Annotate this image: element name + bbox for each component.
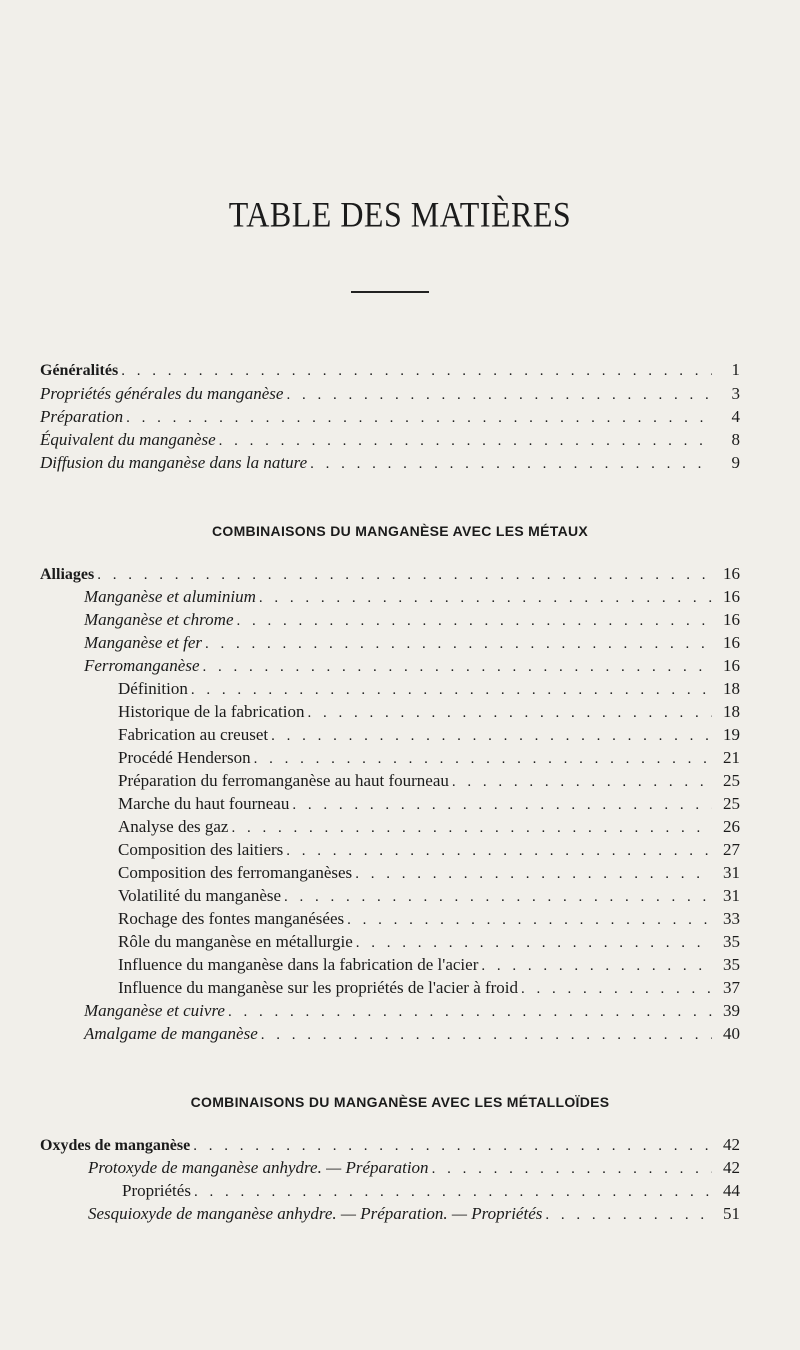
dot-leader bbox=[231, 820, 712, 837]
toc-entry-label: Diffusion du manganèse dans la nature bbox=[40, 453, 308, 472]
dot-leader bbox=[286, 843, 712, 860]
toc-page-number: 31 bbox=[723, 863, 740, 882]
toc-entry-influence-proprietes[interactable] bbox=[118, 978, 740, 1002]
dot-leader bbox=[237, 613, 713, 630]
toc-entry-label: Propriétés générales du manganèse bbox=[40, 384, 284, 403]
toc-entry-henderson[interactable] bbox=[118, 748, 740, 772]
toc-entry-label: Composition des ferromanganèses bbox=[118, 863, 353, 882]
toc-entry-sesquioxyde[interactable] bbox=[88, 1204, 740, 1228]
dot-leader bbox=[194, 1184, 712, 1201]
toc-page-number: 9 bbox=[731, 453, 740, 472]
toc-entry-preparation[interactable] bbox=[40, 407, 740, 431]
toc-page-number: 16 bbox=[723, 587, 740, 606]
toc-entry-label: Préparation bbox=[40, 407, 124, 426]
toc-entry-label: Manganèse et fer bbox=[84, 633, 203, 652]
toc-entry-label: Influence du manganèse dans la fabrication de l'acier bbox=[118, 955, 479, 974]
dot-leader bbox=[254, 751, 712, 768]
dot-leader bbox=[521, 981, 712, 998]
toc-page-number: 18 bbox=[723, 679, 740, 698]
dot-leader bbox=[193, 1138, 712, 1155]
dot-leader bbox=[286, 387, 712, 404]
dot-leader bbox=[203, 659, 712, 676]
toc-entry-label: Ferromanganèse bbox=[84, 656, 200, 675]
dot-leader bbox=[356, 935, 712, 952]
toc-entry-label: Propriétés bbox=[122, 1181, 191, 1200]
toc-page-number: 42 bbox=[723, 1135, 740, 1154]
dot-leader bbox=[545, 1207, 712, 1224]
toc-page-number: 16 bbox=[723, 656, 740, 675]
toc-page-number: 19 bbox=[723, 725, 740, 744]
dot-leader bbox=[228, 1004, 712, 1021]
dot-leader bbox=[126, 410, 712, 427]
toc-entry-proprietes-protoxyde[interactable] bbox=[122, 1181, 740, 1205]
dot-leader bbox=[97, 567, 712, 584]
toc-entry-influence-fabrication[interactable] bbox=[118, 955, 740, 979]
toc-entry-fabrication-creuset[interactable] bbox=[118, 725, 740, 749]
dot-leader bbox=[219, 433, 712, 450]
toc-page-number: 25 bbox=[723, 794, 740, 813]
toc-entry-ferromanganese[interactable] bbox=[84, 656, 740, 680]
toc-entry-definition[interactable] bbox=[118, 679, 740, 703]
toc-entry-label: Manganèse et aluminium bbox=[84, 587, 256, 606]
toc-entry-label: Sesquioxyde de manganèse anhydre. — Préparation. — Propriétés bbox=[88, 1204, 543, 1223]
toc-entry-label: Alliages bbox=[40, 566, 95, 583]
toc-entry-equivalent[interactable] bbox=[40, 430, 740, 454]
toc-entry-label: Protoxyde de manganèse anhydre. — Préparation bbox=[88, 1158, 429, 1177]
toc-page-number: 35 bbox=[723, 955, 740, 974]
dot-leader bbox=[205, 636, 712, 653]
toc-entry-label: Marche du haut fourneau bbox=[118, 794, 290, 813]
toc-page-number: 42 bbox=[723, 1158, 740, 1177]
toc-page-number: 51 bbox=[723, 1204, 740, 1223]
toc-entry-historique[interactable] bbox=[118, 702, 740, 726]
dot-leader bbox=[191, 682, 712, 699]
dot-leader bbox=[347, 912, 712, 929]
toc-entry-label: Amalgame de manganèse bbox=[84, 1024, 258, 1043]
toc-entry-alliages[interactable] bbox=[40, 564, 740, 588]
dot-leader bbox=[292, 797, 712, 814]
dot-leader bbox=[261, 1027, 712, 1044]
dot-leader bbox=[452, 774, 712, 791]
toc-page-number: 33 bbox=[723, 909, 740, 928]
toc-entry-role[interactable] bbox=[118, 932, 740, 956]
dot-leader bbox=[284, 889, 712, 906]
toc-entry-chrome[interactable] bbox=[84, 610, 740, 634]
toc-page-number: 4 bbox=[731, 407, 740, 426]
toc-page-number: 21 bbox=[723, 748, 740, 767]
toc-page-number: 35 bbox=[723, 932, 740, 951]
toc-entry-label: Fabrication au creuset bbox=[118, 725, 269, 744]
toc-entry-label: Rôle du manganèse en métallurgie bbox=[118, 932, 353, 951]
toc-entry-label: Volatilité du manganèse bbox=[118, 886, 282, 905]
toc-entry-proprietes-generales[interactable] bbox=[40, 384, 740, 408]
toc-page-number: 37 bbox=[723, 978, 740, 997]
toc-entry-marche[interactable] bbox=[118, 794, 740, 818]
section-heading-metaux: COMBINAISONS DU MANGANÈSE AVEC LES MÉTAUX bbox=[211, 523, 589, 539]
toc-entry-label: Généralités bbox=[40, 362, 119, 379]
toc-page-number: 18 bbox=[723, 702, 740, 721]
toc-entry-label: Préparation du ferromanganèse au haut fourneau bbox=[118, 771, 449, 790]
toc-entry-composition-ferro[interactable] bbox=[118, 863, 740, 887]
toc-entry-rochage[interactable] bbox=[118, 909, 740, 933]
toc-entry-generalites[interactable] bbox=[40, 360, 740, 384]
toc-page-number: 8 bbox=[731, 430, 740, 449]
toc-entry-diffusion[interactable] bbox=[40, 453, 740, 477]
dot-leader bbox=[307, 705, 712, 722]
toc-entry-laitiers[interactable] bbox=[118, 840, 740, 864]
toc-page-number: 16 bbox=[723, 633, 740, 652]
toc-entry-label: Manganèse et cuivre bbox=[84, 1001, 225, 1020]
page-title: TABLE DES MATIÈRES bbox=[228, 193, 572, 235]
dot-leader bbox=[121, 363, 712, 380]
toc-page-number: 44 bbox=[723, 1181, 740, 1200]
toc-page-number: 40 bbox=[723, 1024, 740, 1043]
dot-leader bbox=[432, 1161, 712, 1178]
toc-entry-aluminium[interactable] bbox=[84, 587, 740, 611]
toc-entry-label: Oxydes de manganèse bbox=[40, 1137, 191, 1154]
toc-page-number: 27 bbox=[723, 840, 740, 859]
toc-page-number: 26 bbox=[723, 817, 740, 836]
toc-entry-amalgame[interactable] bbox=[84, 1024, 740, 1048]
toc-entry-volatilite[interactable] bbox=[118, 886, 740, 910]
toc-entry-label: Composition des laitiers bbox=[118, 840, 284, 859]
toc-entry-label: Analyse des gaz bbox=[118, 817, 229, 836]
toc-entry-label: Rochage des fontes manganésées bbox=[118, 909, 345, 928]
section-heading-metalloides: COMBINAISONS DU MANGANÈSE AVEC LES MÉTALLOÏDES bbox=[190, 1094, 610, 1110]
toc-entry-label: Manganèse et chrome bbox=[84, 610, 234, 629]
title-divider bbox=[351, 291, 429, 293]
dot-leader bbox=[355, 866, 712, 883]
toc-page-number: 25 bbox=[723, 771, 740, 790]
toc-entry-label: Équivalent du manganèse bbox=[40, 430, 216, 449]
toc-entry-protoxyde[interactable] bbox=[88, 1158, 740, 1182]
toc-entry-label: Procédé Henderson bbox=[118, 748, 251, 767]
toc-entry-label: Définition bbox=[118, 679, 188, 698]
toc-entry-fer[interactable] bbox=[84, 633, 740, 657]
dot-leader bbox=[310, 456, 712, 473]
toc-entry-label: Historique de la fabrication bbox=[118, 702, 305, 721]
toc-entry-cuivre[interactable] bbox=[84, 1001, 740, 1025]
toc-entry-label: Influence du manganèse sur les propriétés de l'acier à froid bbox=[118, 978, 519, 997]
toc-entry-haut-fourneau[interactable] bbox=[118, 771, 740, 795]
toc-page-number: 16 bbox=[723, 610, 740, 629]
toc-page-number: 16 bbox=[723, 564, 740, 583]
toc-entry-oxydes[interactable] bbox=[40, 1135, 740, 1159]
toc-page-number: 3 bbox=[731, 384, 740, 403]
toc-page-number: 31 bbox=[723, 886, 740, 905]
dot-leader bbox=[481, 958, 712, 975]
toc-entry-analyse-gaz[interactable] bbox=[118, 817, 740, 841]
toc-page-number: 39 bbox=[723, 1001, 740, 1020]
dot-leader bbox=[271, 728, 712, 745]
dot-leader bbox=[259, 590, 712, 607]
toc-page-number: 1 bbox=[731, 360, 740, 379]
